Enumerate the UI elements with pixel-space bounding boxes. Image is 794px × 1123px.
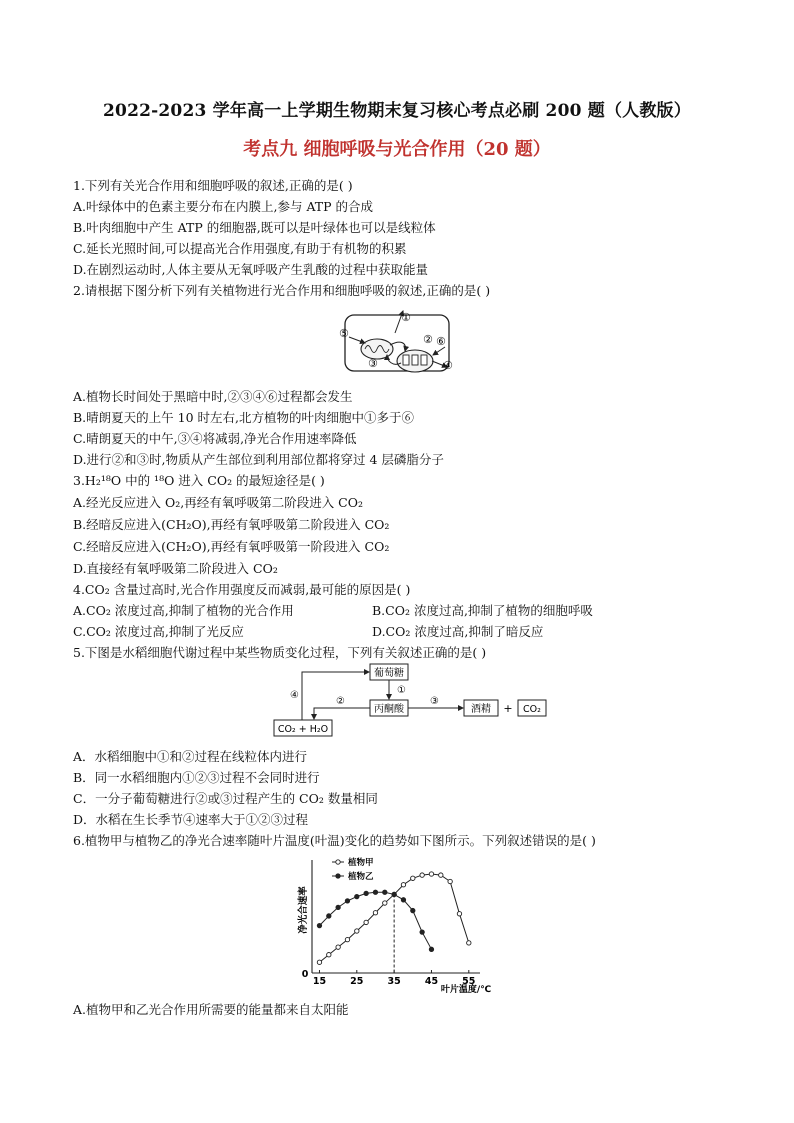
series-1-point-5 <box>364 891 368 895</box>
series-0-point-12 <box>429 872 433 876</box>
step-4-label: ④ <box>290 690 299 701</box>
label-4: ④ <box>443 359 453 372</box>
question-5-stem: 5.下图是水稻细胞代谢过程中某些物质变化过程，下列有关叙述正确的是( ) <box>73 645 487 660</box>
co2-h2o-label: CO₂ + H₂O <box>277 724 329 735</box>
series-1-point-0 <box>317 923 321 927</box>
cell-diagram <box>335 305 461 377</box>
series-0-point-14 <box>448 879 452 883</box>
question-2-option-a: A.植物长时间处于黑暗中时,②③④⑥过程都会发生 <box>73 389 353 404</box>
x-tick-label-4: 55 <box>462 976 476 987</box>
step-2-label: ② <box>336 696 345 707</box>
question-2-stem: 2.请根据下图分析下列有关植物进行光合作用和细胞呼吸的叙述,正确的是( ) <box>73 283 491 298</box>
series-0-point-6 <box>373 911 377 915</box>
step-3-label: ③ <box>430 696 439 707</box>
question-4-option-a: A.CO₂ 浓度过高,抑制了植物的光合作用 <box>73 603 294 618</box>
series-1-point-1 <box>327 914 331 918</box>
label-3: ③ <box>368 357 378 370</box>
question-3-option-b: B.经暗反应进入(CH₂O),再经有氧呼吸第二阶段进入 CO₂ <box>73 517 390 532</box>
question-3-stem: 3.H₂¹⁸O 中的 ¹⁸O 进入 CO₂ 的最短途径是( ) <box>73 473 325 488</box>
question-1-option-a: A.叶绿体中的色素主要分布在内膜上,参与 ATP 的合成 <box>73 199 374 214</box>
series-1-point-10 <box>411 908 415 912</box>
question-1-option-b: B.叶肉细胞中产生 ATP 的细胞器,既可以是叶绿体也可以是线粒体 <box>73 220 436 235</box>
arrow-step-2 <box>314 708 370 719</box>
series-1-point-6 <box>373 890 377 894</box>
series-line-0 <box>319 874 468 962</box>
question-4-stem: 4.CO₂ 含量过高时,光合作用强度反而减弱,最可能的原因是( ) <box>73 582 411 597</box>
arrow-5 <box>349 337 365 343</box>
question-3-option-a: A.经光反应进入 O₂,再经有氧呼吸第二阶段进入 CO₂ <box>73 495 364 510</box>
question-2-option-c: C.晴朗夏天的中午,③④将减弱,净光合作用速率降低 <box>73 431 357 446</box>
question-1-stem: 1.下列有关光合作用和细胞呼吸的叙述,正确的是( ) <box>73 178 353 193</box>
series-1-point-9 <box>401 898 405 902</box>
question-3-option-d: D.直接经有氧呼吸第二阶段进入 CO₂ <box>73 561 278 576</box>
question-6-option-a: A.植物甲和乙光合作用所需要的能量都来自太阳能 <box>73 1002 349 1017</box>
co2-label: CO₂ <box>523 704 541 715</box>
series-1-point-7 <box>383 890 387 894</box>
legend-label-a: 植物甲 <box>348 858 374 868</box>
flow-diagram <box>268 660 568 742</box>
series-1-point-2 <box>336 905 340 909</box>
label-6: ⑥ <box>436 335 446 348</box>
series-0-point-9 <box>401 883 405 887</box>
series-0-point-1 <box>327 953 331 957</box>
glucose-label: 葡萄糖 <box>374 668 404 679</box>
series-1-point-8 <box>392 892 396 896</box>
label-2: ② <box>423 333 433 346</box>
question-3-option-c: C.经暗反应进入(CH₂O),再经有氧呼吸第一阶段进入 CO₂ <box>73 539 390 554</box>
series-1-point-11 <box>420 930 424 934</box>
question-4-option-b: B.CO₂ 浓度过高,抑制了植物的细胞呼吸 <box>372 603 593 618</box>
question-5-option-d: D．水稻在生长季节④速率大于①②③过程 <box>73 812 309 827</box>
series-0-point-16 <box>467 941 471 945</box>
x-tick-label-3: 45 <box>424 976 439 987</box>
series-0-point-11 <box>420 873 424 877</box>
series-0-point-10 <box>411 876 415 880</box>
series-0-point-15 <box>457 912 461 916</box>
x-tick-label-2: 35 <box>387 976 401 987</box>
question-1-option-d: D.在剧烈运动时,人体主要从无氧呼吸产生乳酸的过程中获取能量 <box>73 262 429 277</box>
x-tick-label-1: 25 <box>350 976 364 987</box>
series-1-point-4 <box>355 894 359 898</box>
series-0-point-7 <box>383 901 387 905</box>
x-axis-label: 叶片温度/℃ <box>440 985 492 995</box>
question-2-option-d: D.进行②和③时,物质从产生部位到利用部位都将穿过 4 层磷脂分子 <box>73 452 444 467</box>
series-0-point-3 <box>345 937 349 941</box>
label-1: ① <box>401 311 411 324</box>
step-1-label: ① <box>397 685 406 696</box>
question-4-option-c: C.CO₂ 浓度过高,抑制了光反应 <box>73 624 244 639</box>
question-6-stem: 6.植物甲与植物乙的净光合速率随叶片温度(叶温)变化的趋势如下图所示。下列叙述错误的是( ) <box>73 833 596 848</box>
question-5-option-a: A．水稻细胞中①和②过程在线粒体内进行 <box>73 749 308 764</box>
series-0-point-4 <box>355 929 359 933</box>
pyruvate-label: 丙酮酸 <box>374 704 404 715</box>
page-title: 2022-2023 学年高一上学期生物期末复习核心考点必刷 200 题（人教版） <box>103 101 691 121</box>
question-4-option-d: D.CO₂ 浓度过高,抑制了暗反应 <box>372 624 544 639</box>
label-5: ⑤ <box>339 327 349 340</box>
series-0-point-2 <box>336 945 340 949</box>
legend-marker-a <box>336 860 340 864</box>
question-1-option-c: C.延长光照时间,可以提高光合作用强度,有助于有机物的积累 <box>73 241 407 256</box>
question-5-option-b: B．同一水稻细胞内①②③过程不会同时进行 <box>73 770 320 785</box>
y-axis-label: 净光合速率 <box>298 886 309 934</box>
series-0-point-13 <box>439 873 443 877</box>
series-1-point-12 <box>429 947 433 951</box>
series-1-point-3 <box>345 899 349 903</box>
x-tick-label-0: 15 <box>312 976 327 987</box>
series-0-point-0 <box>317 960 321 964</box>
alcohol-label: 酒精 <box>471 704 491 715</box>
section-subtitle: 考点九 细胞呼吸与光合作用（20 题） <box>243 139 551 160</box>
arrow-6 <box>433 347 445 355</box>
plus-sign: + <box>503 702 513 715</box>
temperature-chart <box>290 852 500 1000</box>
series-line-1 <box>319 892 431 949</box>
question-5-option-c: C．一分子葡萄糖进行②或③过程产生的 CO₂ 数量相同 <box>73 791 378 806</box>
legend-marker-b <box>336 874 340 878</box>
y-tick-0: 0 <box>301 969 309 980</box>
chloroplast-grana <box>403 355 427 365</box>
question-2-option-b: B.晴朗夏天的上午 10 时左右,北方植物的叶肉细胞中①多于⑥ <box>73 410 414 425</box>
legend-label-b: 植物乙 <box>348 872 374 882</box>
series-0-point-5 <box>364 920 368 924</box>
